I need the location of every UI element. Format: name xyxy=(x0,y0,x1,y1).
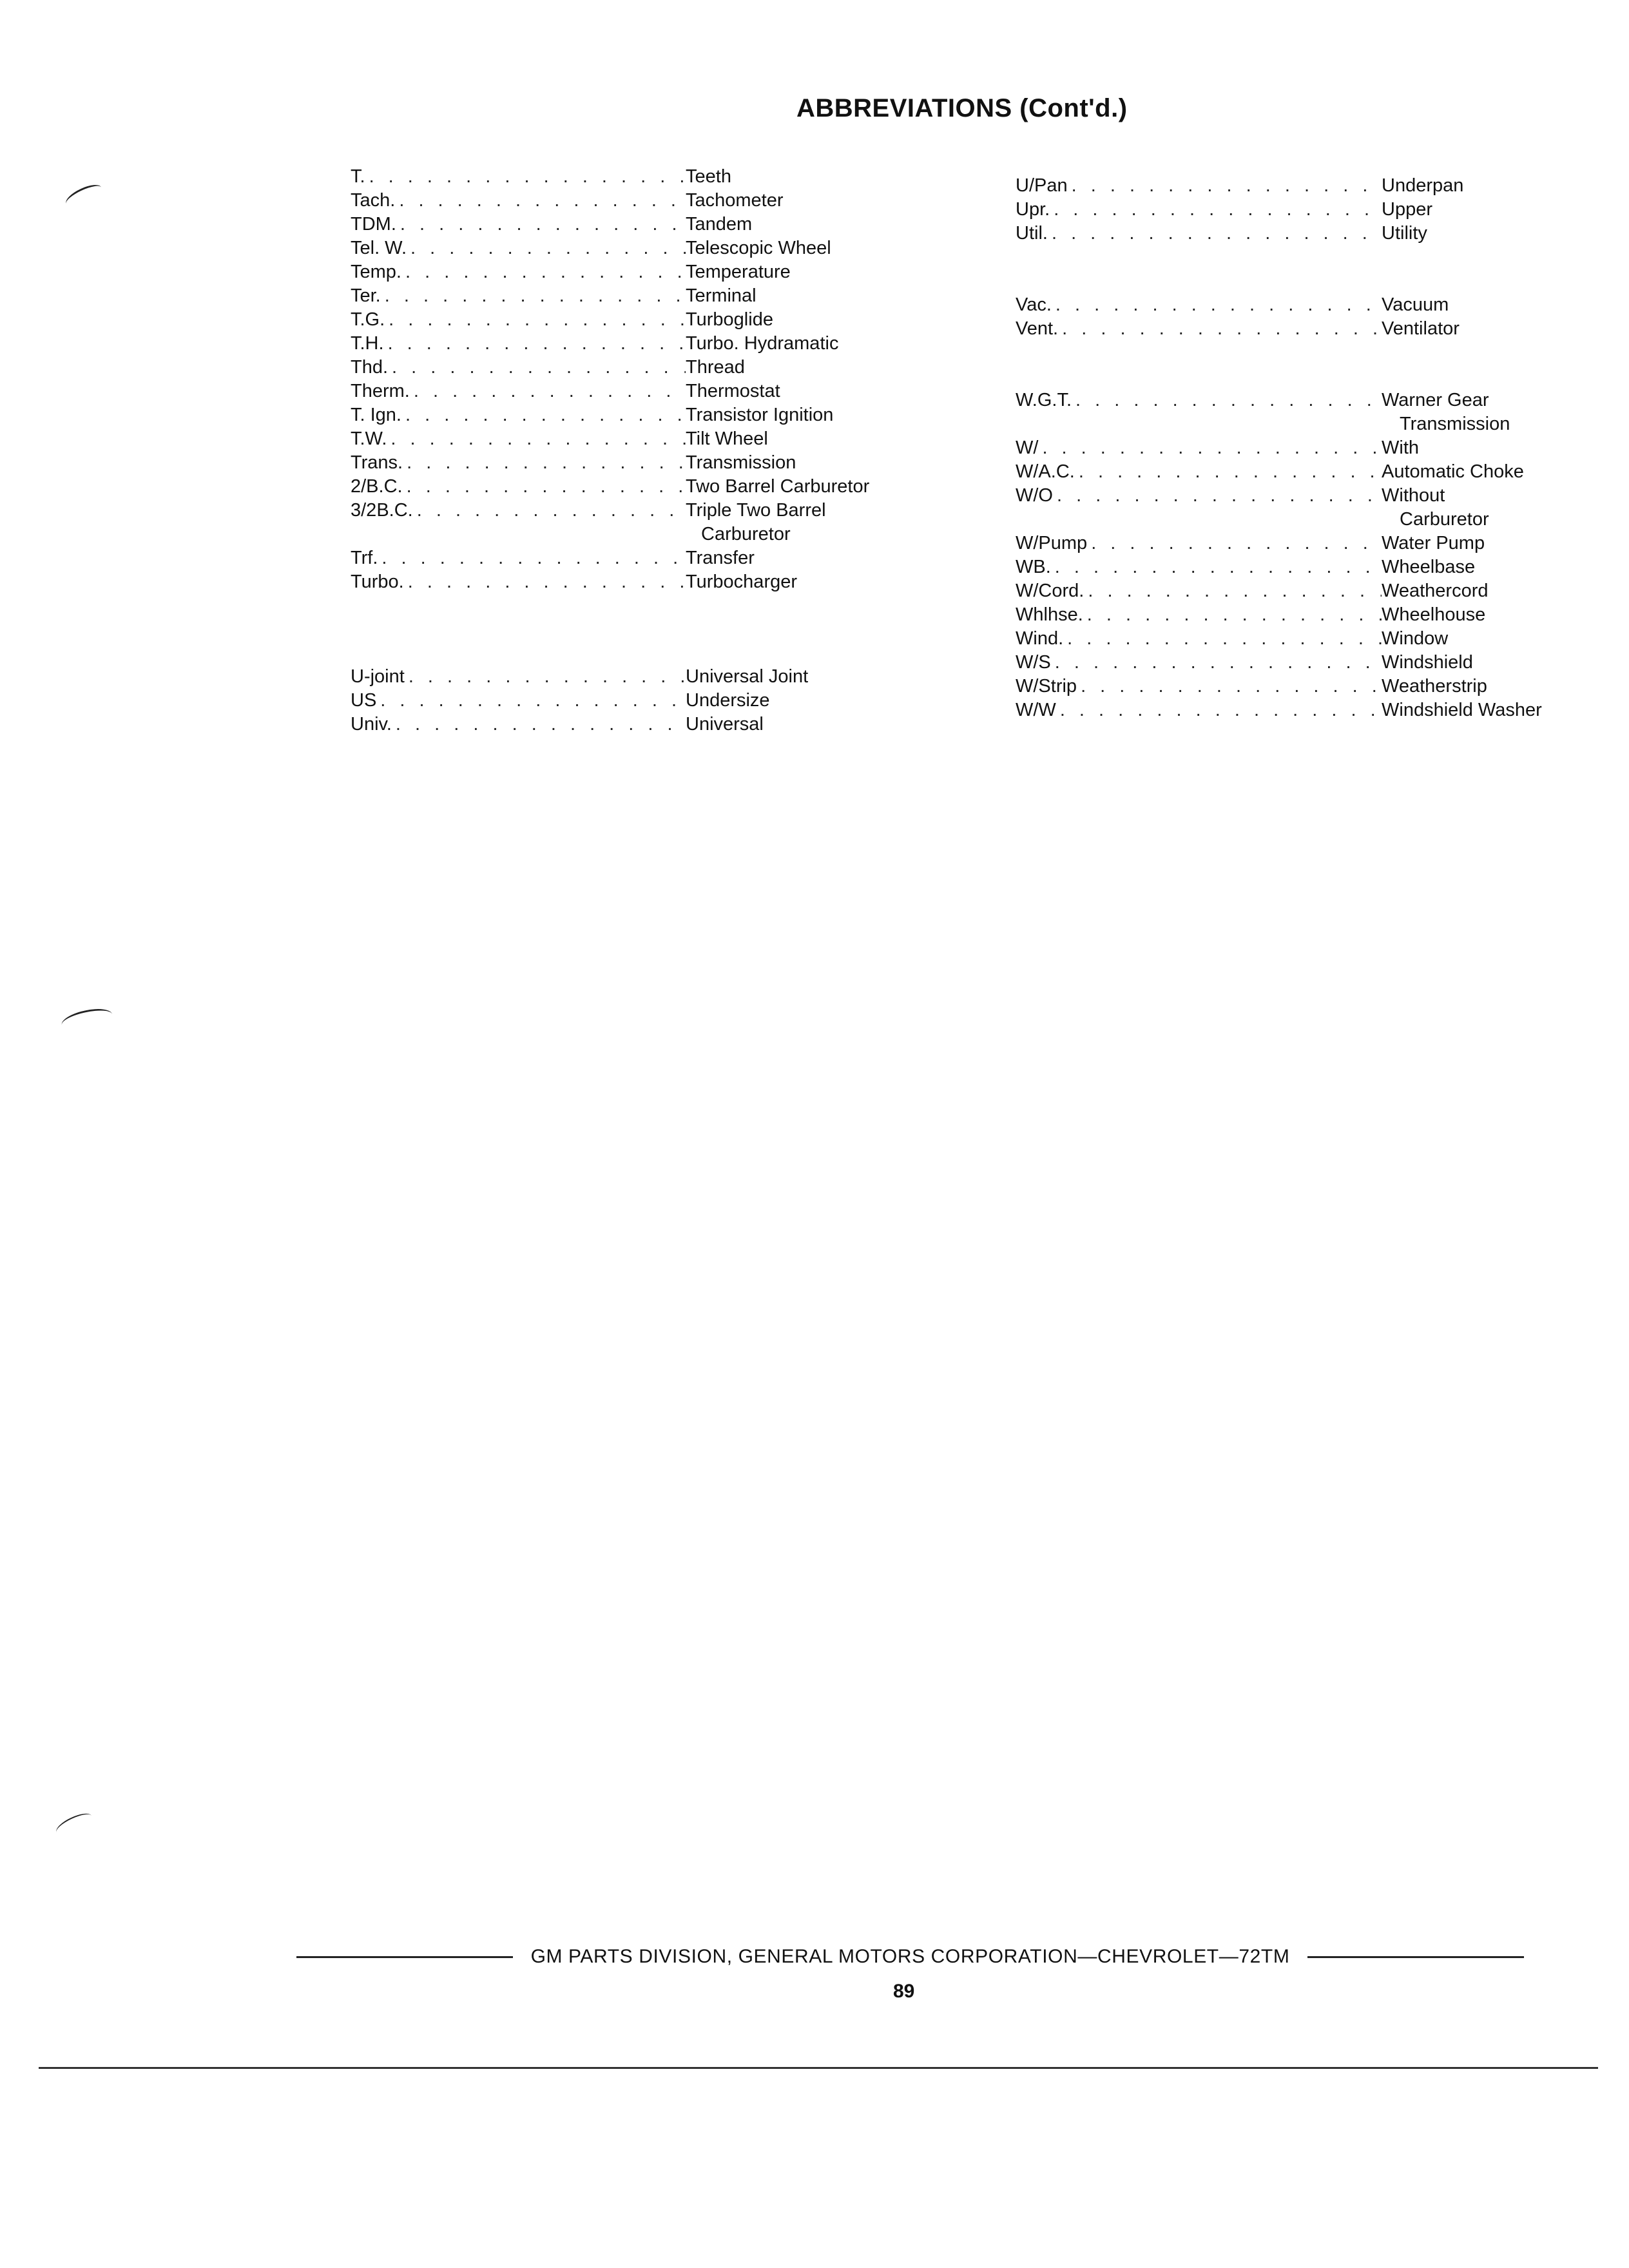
footer-text: GM PARTS DIVISION, GENERAL MOTORS CORPORATION—CHEVROLET—72TM xyxy=(530,1946,1290,1967)
footer-rule-left xyxy=(296,1956,513,1958)
scan-mark xyxy=(60,1005,114,1034)
page-footer xyxy=(296,1946,1524,1968)
bottom-rule xyxy=(39,2067,1598,2069)
abbreviation: W/Strip xyxy=(1016,676,1077,697)
abbreviation-entry xyxy=(1016,603,1583,627)
abbreviation-entry xyxy=(1016,555,1583,579)
dot-leader xyxy=(392,713,686,736)
section-gap xyxy=(1016,245,1583,293)
dot-leader xyxy=(1063,627,1382,651)
abbreviation: Util. xyxy=(1016,223,1048,244)
dot-leader xyxy=(1068,174,1382,198)
abbreviation: W/S xyxy=(1016,652,1051,673)
footer-rule-right xyxy=(1307,1956,1524,1958)
scan-mark xyxy=(63,180,104,210)
abbreviation-meaning: Two Barrel Carburetor xyxy=(686,476,870,497)
abbreviation-entry xyxy=(351,213,918,236)
abbreviation-entry xyxy=(351,689,918,713)
dot-leader xyxy=(1087,532,1382,555)
section-gap xyxy=(351,594,918,665)
dot-leader xyxy=(1038,436,1382,460)
abbreviation-entry xyxy=(1016,675,1583,698)
abbreviation-entry xyxy=(1016,460,1583,484)
dot-leader xyxy=(388,356,686,380)
dot-leader xyxy=(1077,675,1382,698)
abbreviation: T.H. xyxy=(351,333,384,354)
abbreviation: Turbo. xyxy=(351,572,404,592)
abbreviation-meaning: With xyxy=(1382,437,1419,458)
abbreviation-meaning: Wheelhouse xyxy=(1382,604,1486,625)
abbreviation-meaning: Underpan xyxy=(1382,175,1464,196)
abbreviation-entry xyxy=(351,284,918,308)
abbreviation-meaning: Ventilator xyxy=(1382,318,1460,339)
abbreviation-entry xyxy=(351,189,918,213)
abbreviation: Temp. xyxy=(351,262,401,282)
abbreviation-meaning: Triple Two Barrel Carburetor xyxy=(686,500,826,544)
abbreviation-meaning: Weathercord xyxy=(1382,581,1489,601)
abbreviation-meaning: Universal Joint xyxy=(686,666,809,687)
abbreviation-entry xyxy=(1016,198,1583,222)
dot-leader xyxy=(403,451,686,475)
abbreviation-meaning: Without Carburetor xyxy=(1382,485,1489,530)
abbreviation-meaning: Window xyxy=(1382,628,1449,649)
abbreviation: Trf. xyxy=(351,548,378,568)
abbreviation: WB. xyxy=(1016,557,1051,577)
dot-leader xyxy=(1056,698,1382,722)
abbreviation: Whlhse. xyxy=(1016,604,1083,625)
page-number: 89 xyxy=(893,1981,915,2002)
dot-leader xyxy=(413,499,686,523)
abbreviation: T.G. xyxy=(351,309,385,330)
abbreviation-entry xyxy=(351,570,918,594)
abbreviation: 2/B.C. xyxy=(351,476,403,497)
dot-leader xyxy=(401,260,686,284)
dot-leader xyxy=(376,689,686,713)
dot-leader xyxy=(1048,222,1382,245)
abbreviation-entry xyxy=(351,332,918,356)
abbreviation: Therm. xyxy=(351,381,410,401)
abbreviation-meaning: Thermostat xyxy=(686,381,780,401)
dot-leader xyxy=(1052,293,1382,317)
abbreviation: TDM. xyxy=(351,214,396,235)
abbreviation-meaning: Transistor Ignition xyxy=(686,405,834,425)
dot-leader xyxy=(404,570,686,594)
abbreviation: W.G.T. xyxy=(1016,390,1072,410)
abbreviation: W/A.C. xyxy=(1016,461,1075,482)
abbreviation-entry xyxy=(1016,317,1583,341)
page-title: ABBREVIATIONS (Cont'd.) xyxy=(796,94,1128,122)
dot-leader xyxy=(1058,317,1382,341)
scan-mark xyxy=(53,1809,95,1838)
abbreviation: W/ xyxy=(1016,437,1039,458)
abbreviation: T. xyxy=(351,166,365,187)
dot-leader xyxy=(1051,555,1382,579)
abbreviation-meaning: Vacuum xyxy=(1382,294,1449,315)
abbreviation-meaning: Upper xyxy=(1382,199,1432,220)
abbreviation-meaning: Tandem xyxy=(686,214,753,235)
dot-leader xyxy=(384,332,686,356)
abbreviation: Upr. xyxy=(1016,199,1050,220)
abbreviation-entry xyxy=(1016,532,1583,555)
abbreviations-left-column xyxy=(351,165,918,736)
abbreviation-entry xyxy=(351,380,918,403)
abbreviation: T.W. xyxy=(351,428,387,449)
abbreviations-right-column xyxy=(1016,174,1583,722)
abbreviation: Thd. xyxy=(351,357,389,378)
abbreviation-entry xyxy=(1016,627,1583,651)
abbreviation-meaning: Turboglide xyxy=(686,309,773,330)
abbreviation-meaning: Utility xyxy=(1382,223,1427,244)
abbreviation-entry xyxy=(1016,222,1583,245)
abbreviation: W/O xyxy=(1016,485,1053,506)
abbreviation-meaning: Tachometer xyxy=(686,190,784,211)
dot-leader xyxy=(407,236,686,260)
abbreviation-entry xyxy=(1016,174,1583,198)
dot-leader xyxy=(1084,579,1382,603)
abbreviation-meaning: Weatherstrip xyxy=(1382,676,1487,697)
dot-leader xyxy=(1072,389,1382,412)
abbreviation-meaning: Telescopic Wheel xyxy=(686,238,831,258)
abbreviation-entry xyxy=(1016,651,1583,675)
abbreviation-meaning: Thread xyxy=(686,357,745,378)
abbreviation: T. Ign. xyxy=(351,405,401,425)
abbreviation: Trans. xyxy=(351,452,403,473)
abbreviation-meaning: Automatic Choke xyxy=(1382,461,1524,482)
dot-leader xyxy=(385,308,686,332)
abbreviation-meaning: Temperature xyxy=(686,262,791,282)
abbreviation: Ter. xyxy=(351,285,381,306)
section-gap xyxy=(1016,341,1583,389)
dot-leader xyxy=(365,165,686,189)
abbreviation: W/Pump xyxy=(1016,533,1088,553)
abbreviation-meaning: Transmission xyxy=(686,452,796,473)
abbreviation-meaning: Tilt Wheel xyxy=(686,428,768,449)
dot-leader xyxy=(1053,484,1382,508)
abbreviation: 3/2B.C. xyxy=(351,500,413,521)
abbreviation: Vac. xyxy=(1016,294,1052,315)
abbreviation-entry xyxy=(1016,293,1583,317)
abbreviation-entry xyxy=(1016,579,1583,603)
abbreviation-entry xyxy=(351,403,918,427)
abbreviation-meaning: Warner Gear Transmission xyxy=(1382,390,1510,434)
abbreviation: US xyxy=(351,690,377,711)
dot-leader xyxy=(1083,603,1382,627)
abbreviation-entry xyxy=(351,236,918,260)
abbreviation-entry xyxy=(351,356,918,380)
abbreviation-meaning: Wheelbase xyxy=(1382,557,1476,577)
dot-leader xyxy=(396,213,686,236)
abbreviation-entry xyxy=(1016,389,1583,436)
dot-leader xyxy=(1050,198,1382,222)
abbreviation-meaning: Windshield Washer xyxy=(1382,700,1542,720)
abbreviation-entry xyxy=(351,165,918,189)
abbreviation-meaning: Turbo. Hydramatic xyxy=(686,333,839,354)
abbreviation-entry xyxy=(351,451,918,475)
abbreviation: W/Cord. xyxy=(1016,581,1084,601)
dot-leader xyxy=(405,665,686,689)
abbreviation-entry xyxy=(351,308,918,332)
abbreviation-entry xyxy=(1016,436,1583,460)
abbreviation: Wind. xyxy=(1016,628,1064,649)
abbreviation-meaning: Windshield xyxy=(1382,652,1473,673)
abbreviation-meaning: Water Pump xyxy=(1382,533,1485,553)
abbreviation: Tach. xyxy=(351,190,396,211)
dot-leader xyxy=(403,475,686,499)
dot-leader xyxy=(1051,651,1382,675)
abbreviation: U-joint xyxy=(351,666,405,687)
abbreviation-entry xyxy=(351,427,918,451)
abbreviation-meaning: Turbocharger xyxy=(686,572,798,592)
abbreviation-entry xyxy=(351,499,918,546)
dot-leader xyxy=(381,284,686,308)
abbreviation-entry xyxy=(351,713,918,736)
abbreviation-meaning: Universal xyxy=(686,714,764,735)
dot-leader xyxy=(387,427,686,451)
abbreviation-entry xyxy=(351,665,918,689)
abbreviation-meaning: Transfer xyxy=(686,548,755,568)
abbreviation-meaning: Teeth xyxy=(686,166,731,187)
abbreviation-meaning: Undersize xyxy=(686,690,770,711)
abbreviation: U/Pan xyxy=(1016,175,1068,196)
abbreviation-entry xyxy=(1016,484,1583,532)
dot-leader xyxy=(395,189,686,213)
abbreviation: W/W xyxy=(1016,700,1056,720)
abbreviation: Univ. xyxy=(351,714,392,735)
abbreviation-entry xyxy=(351,475,918,499)
dot-leader xyxy=(401,403,686,427)
abbreviation-entry xyxy=(351,546,918,570)
abbreviation-entry xyxy=(1016,698,1583,722)
dot-leader xyxy=(410,380,686,403)
dot-leader xyxy=(1075,460,1382,484)
abbreviation-meaning: Terminal xyxy=(686,285,757,306)
abbreviation: Vent. xyxy=(1016,318,1059,339)
abbreviation: Tel. W. xyxy=(351,238,407,258)
dot-leader xyxy=(378,546,686,570)
abbreviation-entry xyxy=(351,260,918,284)
